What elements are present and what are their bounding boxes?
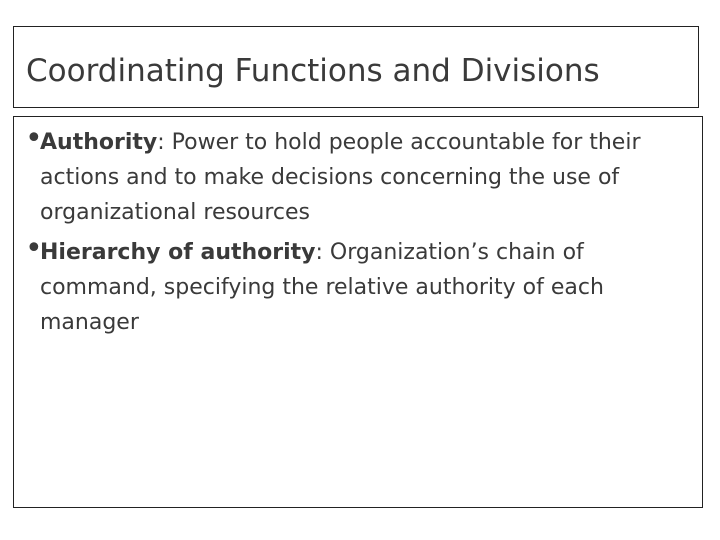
bullet-icon: • xyxy=(25,231,43,266)
slide-title: Coordinating Functions and Divisions xyxy=(26,53,600,89)
bullet-definition: : Power to hold people accountable for their actions and to make decisions concerning the use of organizational resources xyxy=(40,130,641,225)
bullet-text xyxy=(40,125,695,230)
bullet-definition: : Organization’s chain of command, specifying the relative authority of each manager xyxy=(40,240,604,335)
bullet-icon: • xyxy=(25,121,43,156)
content-box xyxy=(13,116,703,508)
bullet-text xyxy=(40,235,695,340)
bullet-term: Hierarchy of authority xyxy=(40,240,316,265)
bullet-term: Authority xyxy=(40,130,158,155)
title-box xyxy=(13,26,699,108)
